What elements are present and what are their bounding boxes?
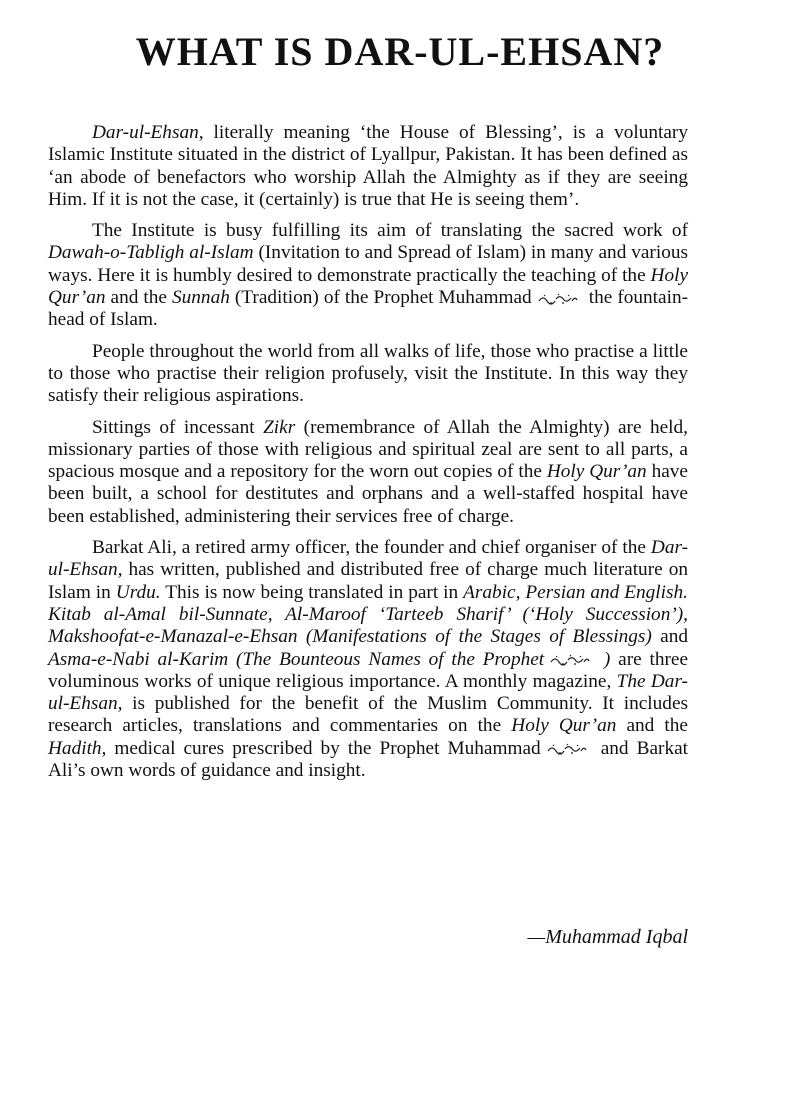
text-span: Hadith, — [48, 737, 107, 759]
text-span: The Institute is busy fulfilling its aim of translating the sacred work of — [92, 220, 688, 242]
paragraph-5 — [48, 537, 688, 782]
text-span: Dar-ul-Ehsan, — [92, 122, 204, 143]
text-span: (remembrance of Allah the Almighty) are held, missionary parties of those with religious and spiritual zeal are sent to all parts, a spacious mosque and a repository for the worn out copies of the — [48, 416, 688, 483]
text-span: Sunnah — [172, 287, 230, 309]
text-span: (Invitation to and Spread of Islam) in many and various ways. Here it is humbly desired to demonstrate practically the teaching of the — [48, 242, 688, 286]
text-span: the fountain-head of Islam. — [48, 287, 689, 331]
text-span: Urdu. — [115, 581, 161, 603]
text-span: Holy Qur’an — [546, 461, 647, 483]
text-span: literally meaning ‘the House of Blessing’, is a voluntary Islamic Institute situated in the district of Lyallpur, Pakistan. It has been defined as ‘an abode of benefactors who worship Allah the Almighty as if they are seeing Him. If it is not the case, it (certainly) is true that He is seeing them’. — [48, 122, 688, 210]
arabic-salutation-icon — [547, 743, 587, 755]
arabic-salutation-icon — [550, 654, 590, 666]
author-signature: —Muhammad Iqbal — [527, 926, 688, 948]
text-span: and — [651, 626, 688, 648]
text-span: Dawah-o-Tabligh al-Islam — [48, 242, 254, 264]
text-span: ) — [596, 648, 611, 670]
arabic-salutation-icon — [538, 293, 578, 305]
text-span: Zikr — [263, 416, 296, 438]
text-span: Asma-e-Nabi al-Karim (The Bounteous Names of the Prophet — [48, 648, 545, 670]
text-span: and the — [105, 287, 172, 309]
text-span: and Barkat Ali’s own words of guidance and insight. — [48, 737, 689, 782]
text-span: Arabic, Persian and English. Kitab al-Amal bil-Sunnate, Al-Maroof ‘Tarteeb Sharif’ (‘Holy Succession’), Makshoofat-e-Manazal-e-Ehsan (Manifestations of the Stages of Blessings) — [48, 581, 688, 648]
text-span: and the — [616, 715, 688, 737]
text-span: Holy Qur’an — [511, 715, 617, 737]
text-span: This is now being translated in part in — [160, 581, 464, 603]
text-span: are three voluminous works of unique religious importance. A monthly magazine, — [48, 648, 689, 692]
text-span: have been built, a school for destitutes and orphans and a well-staffed hospital have been established, administering their services free of charge. — [48, 461, 688, 527]
paragraph-2 — [48, 220, 688, 331]
paragraph-3 — [48, 341, 688, 408]
text-span: medical cures prescribed by the Prophet Muhammad — [106, 737, 541, 759]
text-span: has written, published and distributed free of charge much literature on Islam in — [48, 559, 688, 603]
paragraph-4 — [48, 417, 688, 528]
text-span: Sittings of incessant — [92, 416, 264, 438]
text-span: People throughout the world from all walks of life, those who practise a little to those who practise their religion profusely, visit the Institute. In this way they satisfy their religious aspirations. — [48, 340, 688, 407]
text-span: (Tradition) of the Prophet Muhammad — [229, 287, 532, 309]
text-span: Dar-ul-Ehsan, — [48, 537, 688, 581]
text-span: Barkat Ali, a retired army officer, the founder and chief organiser of the — [92, 537, 651, 559]
paragraph-1 — [48, 122, 688, 211]
text-span: Holy Qur’an — [48, 264, 688, 309]
page-title: WHAT IS DAR-UL-EHSAN? — [135, 29, 665, 74]
article-body — [48, 122, 688, 782]
text-span: is published for the benefit of the Muslim Community. It includes research articles, translations and commentaries on the — [48, 693, 688, 737]
text-span: The Dar-ul-Ehsan, — [48, 670, 688, 715]
